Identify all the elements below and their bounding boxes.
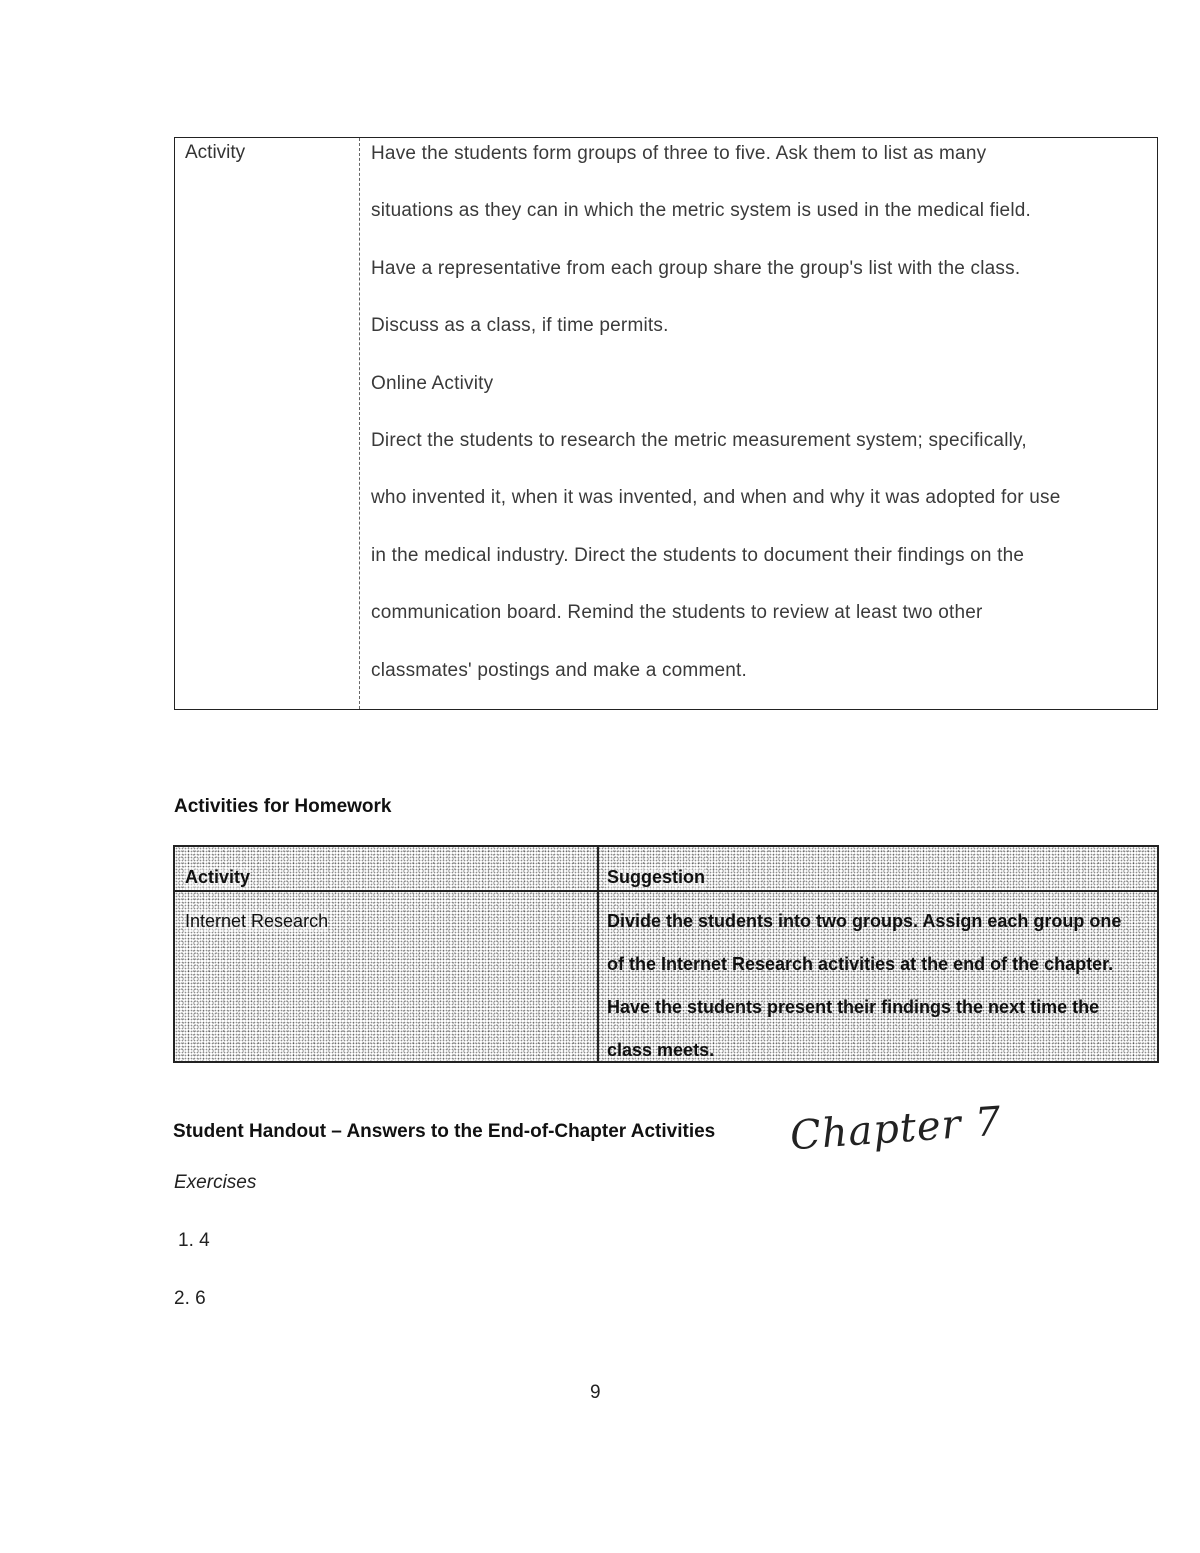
header-suggestion: Suggestion xyxy=(607,867,705,887)
page-number: 9 xyxy=(590,1382,601,1403)
activity-line: classmates' postings and make a comment. xyxy=(371,659,747,681)
header-activity: Activity xyxy=(185,867,251,887)
activity-line: Direct the students to research the metric measurement system; specifically, xyxy=(371,429,1027,451)
exercises-label: Exercises xyxy=(174,1172,257,1193)
suggestion-line: Have the students present their findings the next time the xyxy=(607,997,1100,1017)
activity-line: communication board. Remind the students to review at least two other xyxy=(371,602,983,624)
activity-line: Discuss as a class, if time permits. xyxy=(371,315,669,337)
activity-line: Have the students form groups of three to five. Ask them to list as many xyxy=(371,143,987,164)
handout-heading: Student Handout – Answers to the End-of-Chapter Activities xyxy=(173,1121,716,1142)
homework-heading: Activities for Homework xyxy=(174,796,392,817)
activity-line-online-heading: Online Activity xyxy=(371,372,494,394)
table-header-divider xyxy=(175,890,1157,892)
activity-table xyxy=(174,137,1158,710)
row-suggestion xyxy=(607,911,1121,1083)
column-divider xyxy=(359,138,360,709)
suggestion-line: Divide the students into two groups. Assign each group one xyxy=(607,911,1122,931)
answer-item: 2. 6 xyxy=(174,1288,206,1309)
suggestion-line: of the Internet Research activities at the end of the chapter. xyxy=(607,954,1114,974)
activity-line: who invented it, when it was invented, and when and why it was adopted for use xyxy=(371,487,1061,509)
suggestion-line: class meets. xyxy=(607,1040,715,1060)
activity-line: Have a representative from each group share the group's list with the class. xyxy=(371,257,1021,279)
activity-line: in the medical industry. Direct the students to document their findings on the xyxy=(371,544,1025,566)
homework-table xyxy=(173,845,1159,1063)
table-column-divider xyxy=(597,847,599,1061)
activity-line: situations as they can in which the metric system is used in the medical field. xyxy=(371,200,1031,222)
answer-item: 1. 4 xyxy=(178,1230,210,1251)
activity-description xyxy=(371,142,1149,716)
activity-label: Activity xyxy=(185,142,246,163)
row-activity: Internet Research xyxy=(185,911,329,931)
handwritten-note: Chapter 7 xyxy=(788,1098,1004,1160)
